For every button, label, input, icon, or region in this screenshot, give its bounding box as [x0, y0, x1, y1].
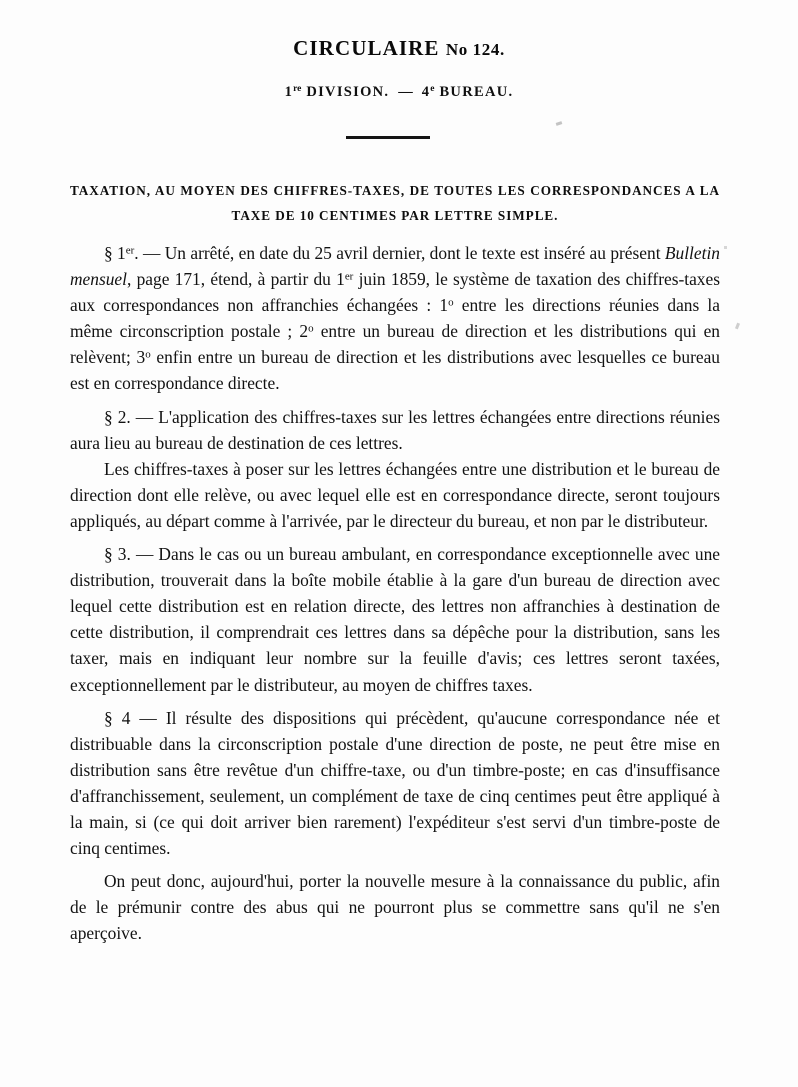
- paragraph-1-ordinal-1o: o: [448, 296, 454, 309]
- paragraph-2-text: L'application des chiffres-taxes sur les lettres échangées entre directions réunies aura lieu au bureau de destination de ces lettres.: [70, 406, 720, 453]
- paragraph-1-italic-title: Bulletin mensuel: [70, 243, 720, 290]
- paragraph-1-text-c: juin 1859, le système de taxation des chiffres-taxes aux correspondances non affranchies échangées : 1: [70, 269, 720, 316]
- paragraph-6: [70, 868, 720, 946]
- paragraph-4: [70, 541, 720, 698]
- scan-speck: [724, 246, 727, 249]
- paragraph-1-marker-tail: .: [134, 243, 139, 263]
- bureau-ordinal-suffix: e: [430, 84, 435, 94]
- paragraph-1-ordinal-1er: er: [344, 270, 354, 283]
- document-body: [70, 240, 720, 946]
- paragraph-4-text: Dans le cas ou un bureau ambulant, en correspondance exceptionnelle avec une distribution, trouverait dans la boîte mobile établie à la gare d'un bureau de direction avec lequel cette distribution est en relation directe, des lettres non affranchies à destination de cette distribution, il comprendrait ces lettres dans sa dépêche pour la distribution, sans les taxer, mais en indiquant leur nombre sur la feuille d'avis; ces lettres seront taxées, exceptionnellement par le distributeur, au moyen de chiffres taxes.: [70, 544, 720, 695]
- paragraph-1-dash: —: [142, 243, 161, 263]
- paragraph-1-text-a: Un arrêté, en date du 25 avril dernier, dont le texte est inséré au présent: [164, 243, 665, 263]
- horizontal-rule-divider: [346, 136, 430, 139]
- paragraph-3: [70, 456, 720, 534]
- paragraph-5-dash: —: [139, 707, 157, 728]
- paragraph-1: [70, 240, 720, 397]
- page-title-number: No 124.: [445, 40, 505, 59]
- paragraph-3-text: Les chiffres-taxes à poser sur les lettres échangées entre une distribution et le bureau de direction dont elle relève, ou avec lequel elle est en correspondance directe, seront toujours appliqués, au départ comme à l'arrivée, par le directeur du bureau, et non par le distributeur.: [70, 458, 720, 531]
- caption-line-1: TAXATION, AU MOYEN DES CHIFFRES-TAXES, DE TOUTES LES CORRESPONDANCES A LA: [70, 183, 720, 198]
- document-subject-caption: [70, 178, 720, 228]
- paragraph-1-text-d: entre les directions réunies dans la même circonscription postale ; 2: [70, 295, 720, 342]
- paragraph-1-text-e: entre un bureau de direction et les distributions qui en relèvent; 3: [70, 321, 720, 368]
- page-title-word: CIRCULAIRE: [293, 36, 440, 60]
- division-label: DIVISION.: [306, 84, 390, 101]
- subheading-division-bureau: [0, 84, 798, 101]
- paragraph-1-marker: § 1: [104, 243, 126, 263]
- paragraph-6-text: On peut donc, aujourd'hui, porter la nouvelle mesure à la connaissance du public, afin de le prémunir contre des abus qui ne pourront plus se commettre sans qu'il ne s'en aperçoive.: [70, 871, 720, 944]
- bureau-label: BUREAU.: [439, 84, 514, 101]
- paragraph-4-dash: —: [135, 544, 154, 565]
- page-title: [0, 36, 798, 61]
- subheading-dash: —: [398, 84, 413, 101]
- caption-line-2: TAXE DE 10 CENTIMES PAR LETTRE SIMPLE.: [231, 208, 559, 223]
- scan-speck: [735, 323, 740, 330]
- paragraph-4-marker: § 3.: [104, 544, 131, 565]
- paragraph-1-ordinal-3o: o: [145, 348, 151, 361]
- paragraph-5-marker: § 4: [104, 707, 131, 728]
- paragraph-2-dash: —: [135, 406, 154, 427]
- paragraph-2-marker: § 2.: [104, 406, 131, 427]
- division-ordinal-suffix: re: [293, 84, 302, 94]
- paragraph-1-marker-ordinal: er: [125, 244, 135, 257]
- scan-speck: [556, 121, 563, 126]
- paragraph-5-text: Il résulte des dispositions qui précèdent, qu'aucune correspondance née et distribuable dans la circonscription postale d'une direction de poste, ne peut être mise en distribution sans être revêtue d'un chiffre-taxe, ou d'un timbre-poste; en cas d'insuffisance d'affranchissement, seulement, un complément de taxe de cinq centimes peut être appliqué à la main, si (ce qui doit arriver bien rarement) l'expéditeur s'est servi d'un timbre-poste de cinq centimes.: [70, 707, 720, 859]
- paragraph-1-text-b: , page 171, étend, à partir du 1: [127, 269, 345, 290]
- paragraph-1-ordinal-2o: o: [308, 322, 314, 335]
- paragraph-2: [70, 404, 720, 456]
- paragraph-1-text-f: enfin entre un bureau de direction et les distributions avec lesquelles ce bureau est en correspondance directe.: [70, 347, 720, 394]
- division-number: 1: [284, 84, 294, 101]
- paragraph-5: [70, 705, 720, 862]
- bureau-number: 4: [421, 84, 431, 101]
